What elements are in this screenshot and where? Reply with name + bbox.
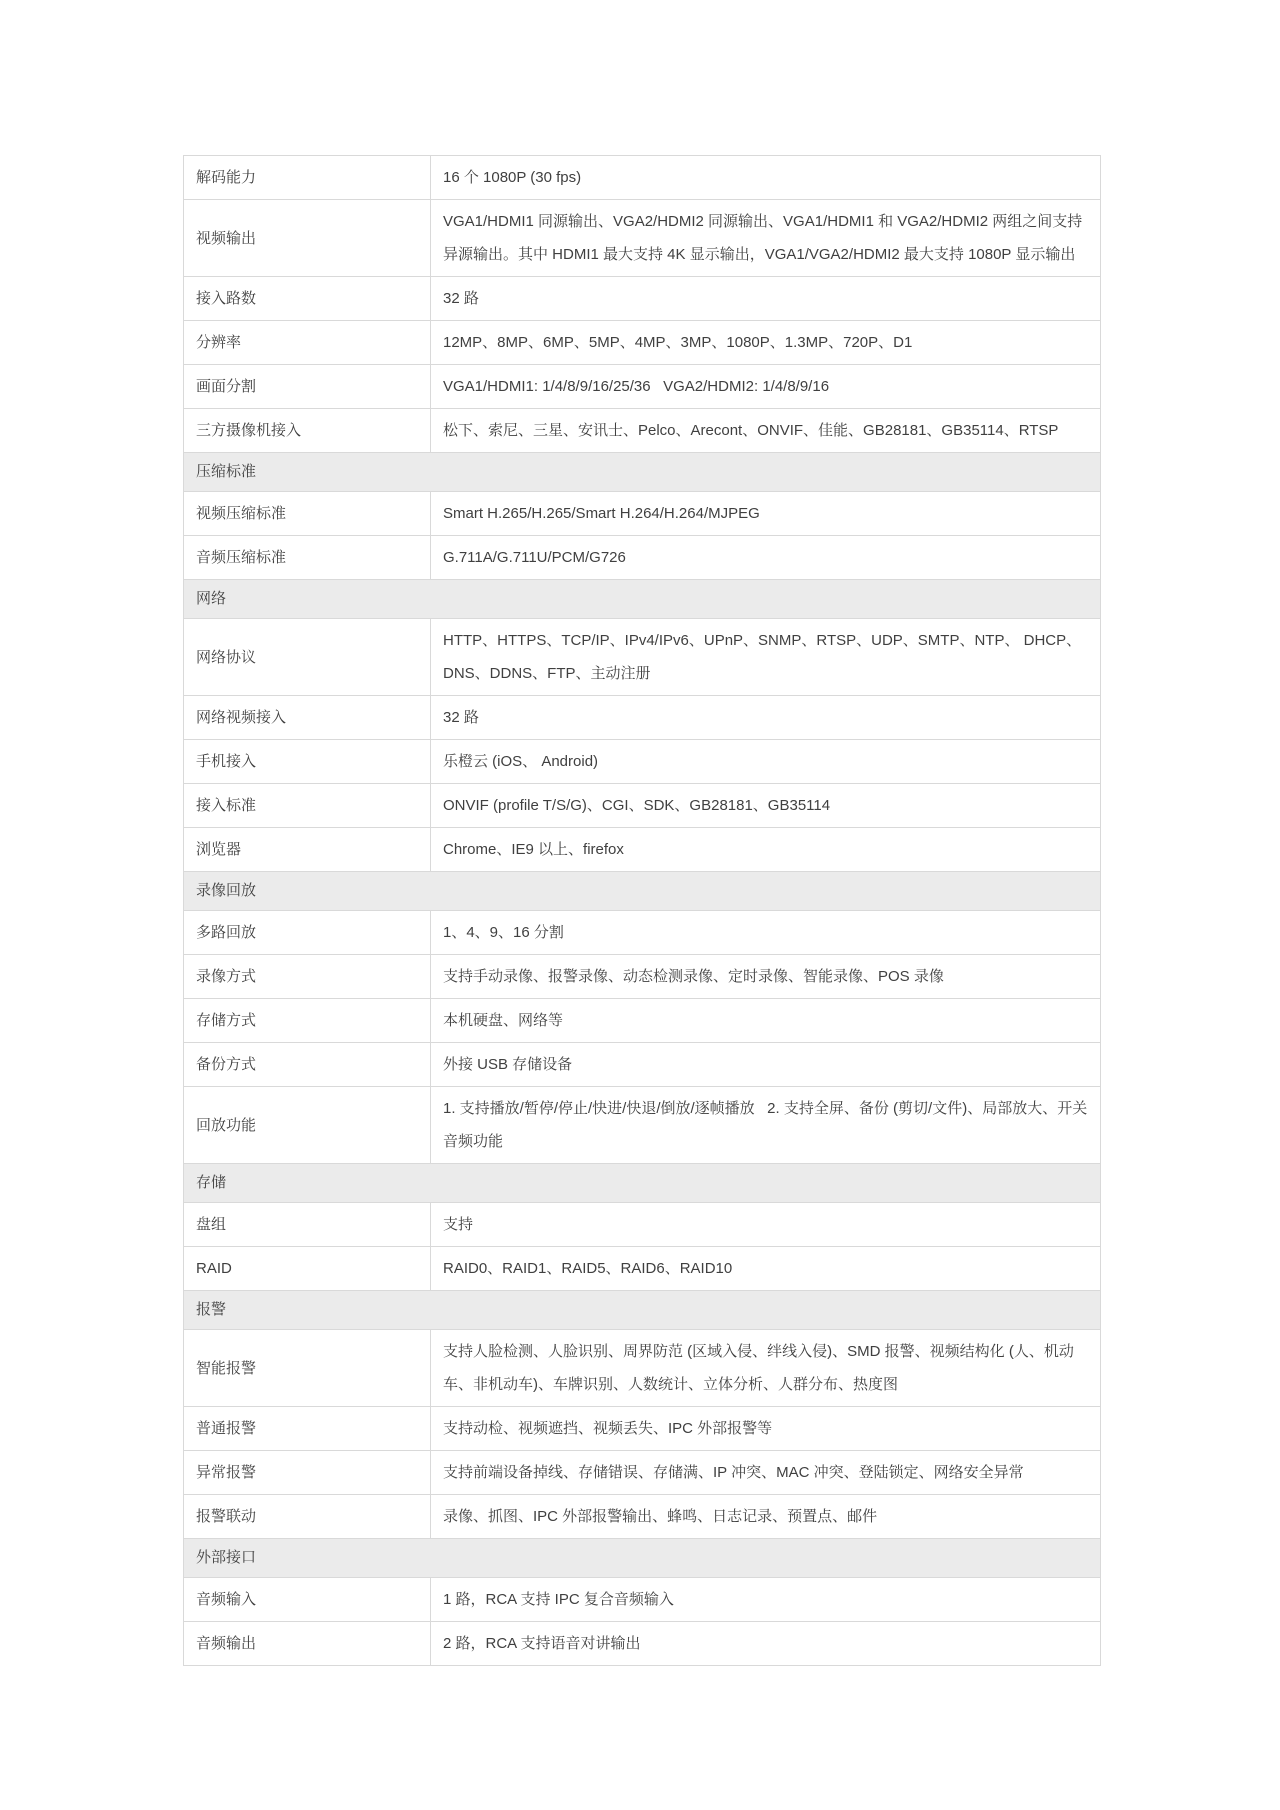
spec-value-cell: 32 路 bbox=[431, 277, 1101, 321]
spec-value-cell: 本机硬盘、网络等 bbox=[431, 999, 1101, 1043]
spec-label-cell: 备份方式 bbox=[184, 1043, 431, 1087]
spec-row bbox=[184, 536, 1101, 580]
spec-value-cell: G.711A/G.711U/PCM/G726 bbox=[431, 536, 1101, 580]
spec-value-cell: 支持人脸检测、人脸识别、周界防范 (区域入侵、绊线入侵)、SMD 报警、视频结构化 (人、机动车、非机动车)、车牌识别、人数统计、立体分析、人群分布、热度图 bbox=[431, 1330, 1101, 1407]
spec-row bbox=[184, 1043, 1101, 1087]
spec-value-cell: 支持 bbox=[431, 1203, 1101, 1247]
section-header-cell: 外部接口 bbox=[184, 1539, 1101, 1578]
spec-row bbox=[184, 999, 1101, 1043]
spec-value-cell: 12MP、8MP、6MP、5MP、4MP、3MP、1080P、1.3MP、720P、D1 bbox=[431, 321, 1101, 365]
spec-row bbox=[184, 955, 1101, 999]
spec-label-cell: 音频输出 bbox=[184, 1622, 431, 1666]
spec-label-cell: RAID bbox=[184, 1247, 431, 1291]
spec-row bbox=[184, 321, 1101, 365]
spec-label-cell: 接入标准 bbox=[184, 784, 431, 828]
section-header-cell: 网络 bbox=[184, 580, 1101, 619]
spec-value-cell: 1. 支持播放/暂停/停止/快进/快退/倒放/逐帧播放 2. 支持全屏、备份 (剪切/文件)、局部放大、开关音频功能 bbox=[431, 1087, 1101, 1164]
spec-label-cell: 存储方式 bbox=[184, 999, 431, 1043]
section-header-row bbox=[184, 1291, 1101, 1330]
spec-label-cell: 报警联动 bbox=[184, 1495, 431, 1539]
spec-label-cell: 解码能力 bbox=[184, 156, 431, 200]
spec-row bbox=[184, 1578, 1101, 1622]
spec-label-cell: 音频输入 bbox=[184, 1578, 431, 1622]
spec-label-cell: 网络视频接入 bbox=[184, 696, 431, 740]
spec-label-cell: 接入路数 bbox=[184, 277, 431, 321]
section-header-row bbox=[184, 580, 1101, 619]
spec-label-cell: 多路回放 bbox=[184, 911, 431, 955]
spec-row bbox=[184, 1495, 1101, 1539]
spec-value-cell: Smart H.265/H.265/Smart H.264/H.264/MJPEG bbox=[431, 492, 1101, 536]
spec-label-cell: 视频输出 bbox=[184, 200, 431, 277]
section-header-row bbox=[184, 453, 1101, 492]
spec-value-cell: 外接 USB 存储设备 bbox=[431, 1043, 1101, 1087]
spec-value-cell: 2 路，RCA 支持语音对讲输出 bbox=[431, 1622, 1101, 1666]
spec-label-cell: 普通报警 bbox=[184, 1407, 431, 1451]
spec-table-body bbox=[184, 156, 1101, 1666]
spec-value-cell: 支持前端设备掉线、存储错误、存储满、IP 冲突、MAC 冲突、登陆锁定、网络安全异常 bbox=[431, 1451, 1101, 1495]
spec-row bbox=[184, 828, 1101, 872]
spec-label-cell: 录像方式 bbox=[184, 955, 431, 999]
spec-row bbox=[184, 696, 1101, 740]
spec-row bbox=[184, 1622, 1101, 1666]
spec-row bbox=[184, 492, 1101, 536]
spec-value-cell: 乐橙云 (iOS、 Android) bbox=[431, 740, 1101, 784]
spec-table bbox=[183, 155, 1101, 1666]
spec-row bbox=[184, 156, 1101, 200]
spec-row bbox=[184, 911, 1101, 955]
spec-value-cell: 松下、索尼、三星、安讯士、Pelco、Arecont、ONVIF、佳能、GB28181、GB35114、RTSP bbox=[431, 409, 1101, 453]
spec-row bbox=[184, 1203, 1101, 1247]
spec-value-cell: 支持手动录像、报警录像、动态检测录像、定时录像、智能录像、POS 录像 bbox=[431, 955, 1101, 999]
section-header-row bbox=[184, 1164, 1101, 1203]
spec-row bbox=[184, 1247, 1101, 1291]
spec-value-cell: VGA1/HDMI1 同源输出、VGA2/HDMI2 同源输出、VGA1/HDMI1 和 VGA2/HDMI2 两组之间支持异源输出。其中 HDMI1 最大支持 4K 显示输出，VGA1/VGA2/HDMI2 最大支持 1080P 显示输出 bbox=[431, 200, 1101, 277]
spec-value-cell: RAID0、RAID1、RAID5、RAID6、RAID10 bbox=[431, 1247, 1101, 1291]
spec-row bbox=[184, 200, 1101, 277]
spec-row bbox=[184, 619, 1101, 696]
spec-row bbox=[184, 277, 1101, 321]
section-header-row bbox=[184, 1539, 1101, 1578]
section-header-cell: 存储 bbox=[184, 1164, 1101, 1203]
spec-value-cell: 录像、抓图、IPC 外部报警输出、蜂鸣、日志记录、预置点、邮件 bbox=[431, 1495, 1101, 1539]
spec-row bbox=[184, 1087, 1101, 1164]
spec-value-cell: VGA1/HDMI1: 1/4/8/9/16/25/36 VGA2/HDMI2: 1/4/8/9/16 bbox=[431, 365, 1101, 409]
spec-label-cell: 分辨率 bbox=[184, 321, 431, 365]
spec-label-cell: 画面分割 bbox=[184, 365, 431, 409]
spec-row bbox=[184, 1407, 1101, 1451]
spec-label-cell: 手机接入 bbox=[184, 740, 431, 784]
spec-row bbox=[184, 365, 1101, 409]
section-header-cell: 压缩标准 bbox=[184, 453, 1101, 492]
section-header-cell: 报警 bbox=[184, 1291, 1101, 1330]
spec-label-cell: 音频压缩标准 bbox=[184, 536, 431, 580]
spec-row bbox=[184, 409, 1101, 453]
spec-label-cell: 网络协议 bbox=[184, 619, 431, 696]
spec-label-cell: 浏览器 bbox=[184, 828, 431, 872]
spec-value-cell: HTTP、HTTPS、TCP/IP、IPv4/IPv6、UPnP、SNMP、RTSP、UDP、SMTP、NTP、 DHCP、DNS、DDNS、FTP、主动注册 bbox=[431, 619, 1101, 696]
spec-label-cell: 三方摄像机接入 bbox=[184, 409, 431, 453]
spec-label-cell: 回放功能 bbox=[184, 1087, 431, 1164]
spec-label-cell: 视频压缩标准 bbox=[184, 492, 431, 536]
spec-value-cell: 16 个 1080P (30 fps) bbox=[431, 156, 1101, 200]
spec-label-cell: 智能报警 bbox=[184, 1330, 431, 1407]
spec-row bbox=[184, 1451, 1101, 1495]
spec-row bbox=[184, 1330, 1101, 1407]
spec-row bbox=[184, 784, 1101, 828]
spec-row bbox=[184, 740, 1101, 784]
spec-value-cell: 32 路 bbox=[431, 696, 1101, 740]
section-header-cell: 录像回放 bbox=[184, 872, 1101, 911]
spec-value-cell: ONVIF (profile T/S/G)、CGI、SDK、GB28181、GB35114 bbox=[431, 784, 1101, 828]
spec-value-cell: 支持动检、视频遮挡、视频丢失、IPC 外部报警等 bbox=[431, 1407, 1101, 1451]
spec-value-cell: 1、4、9、16 分割 bbox=[431, 911, 1101, 955]
spec-value-cell: 1 路，RCA 支持 IPC 复合音频输入 bbox=[431, 1578, 1101, 1622]
spec-label-cell: 盘组 bbox=[184, 1203, 431, 1247]
spec-value-cell: Chrome、IE9 以上、firefox bbox=[431, 828, 1101, 872]
section-header-row bbox=[184, 872, 1101, 911]
spec-label-cell: 异常报警 bbox=[184, 1451, 431, 1495]
